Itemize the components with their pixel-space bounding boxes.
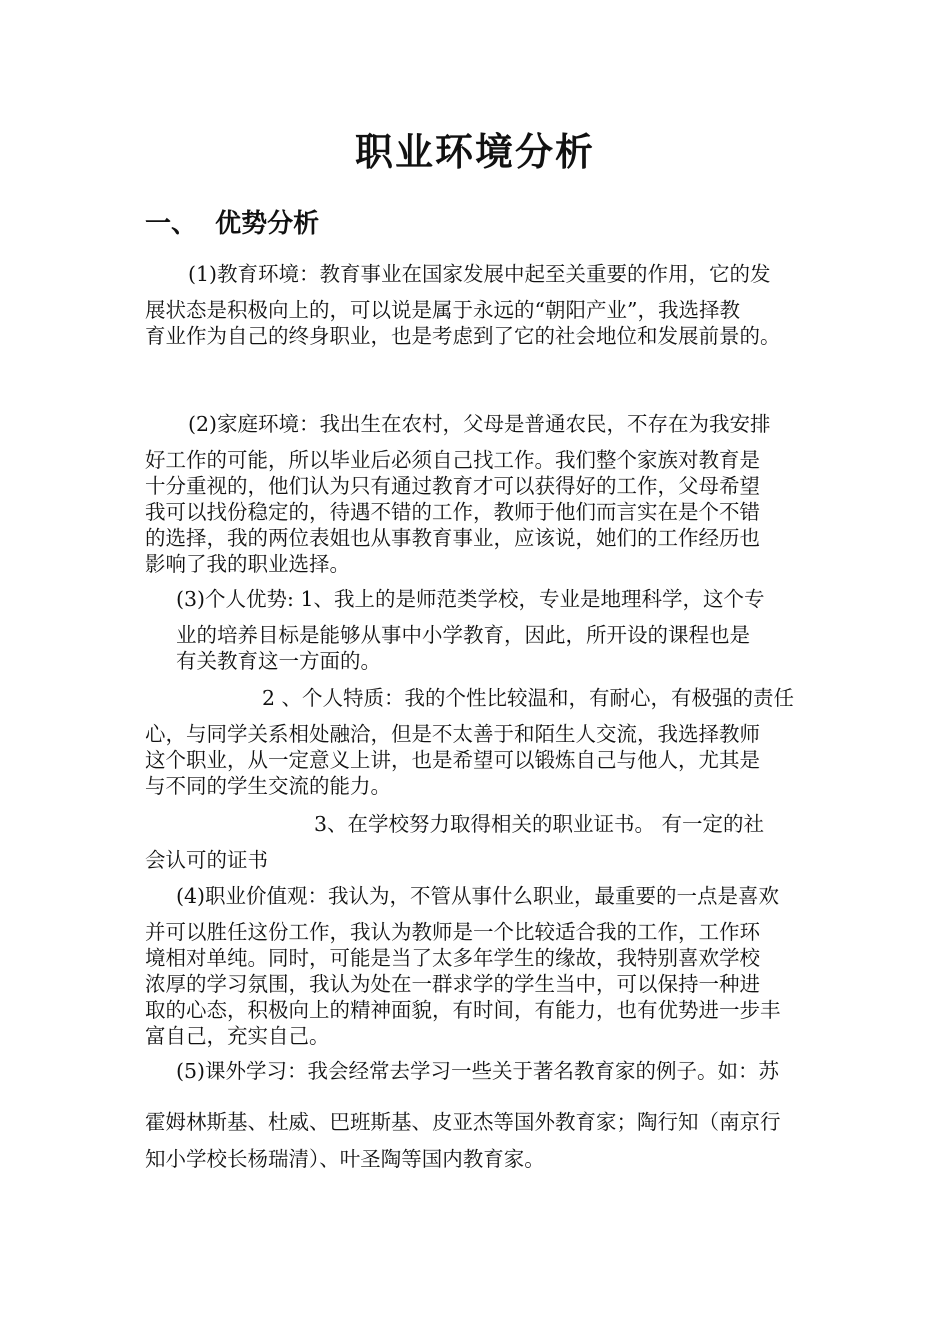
- paragraph-line: (3)个人优势: 1、我上的是师范类学校，专业是地理科学，这个专: [176, 587, 765, 611]
- paragraph-line: 知小学校长杨瑞清）、叶圣陶等国内教育家。: [145, 1147, 545, 1171]
- paragraph-line: 浓厚的学习氛围，我认为处在一群求学的学生当中，可以保持一种进: [145, 972, 760, 996]
- document-title: 职业环境分析: [354, 130, 595, 174]
- paragraph-line: 富自己，充实自己。: [145, 1024, 330, 1048]
- paragraph-line: 影响了我的职业选择。: [145, 552, 350, 576]
- paragraph-line: 心，与同学关系相处融洽，但是不太善于和陌生人交流，我选择教师: [145, 722, 760, 746]
- paragraph-line: (5)课外学习：我会经常去学习一些关于著名教育家的例子。如：苏: [176, 1059, 780, 1083]
- paragraph-line: 业的培养目标是能够从事中小学教育，因此，所开设的课程也是: [176, 623, 750, 647]
- paragraph-line: (4)职业价值观：我认为，不管从事什么职业，最重要的一点是喜欢: [176, 884, 780, 908]
- paragraph-line: 取的心态，积极向上的精神面貌，有时间，有能力，也有优势进一步丰: [145, 998, 781, 1022]
- paragraph-line: 会认可的证书: [145, 848, 268, 872]
- paragraph-line: 育业作为自己的终身职业，也是考虑到了它的社会地位和发展前景的。: [145, 324, 781, 348]
- paragraph-line: 并可以胜任这份工作，我认为教师是一个比较适合我的工作，工作环: [145, 920, 760, 944]
- paragraph-line: 好工作的可能，所以毕业后必须自己找工作。我们整个家族对教育是: [145, 448, 760, 472]
- paragraph-line: (2)家庭环境：我出生在农村，父母是普通农民，不存在为我安排: [188, 412, 771, 436]
- paragraph-line: 十分重视的，他们认为只有通过教育才可以获得好的工作，父母希望: [145, 474, 760, 498]
- paragraph-line: 境相对单纯。同时，可能是当了太多年学生的缘故，我特别喜欢学校: [145, 946, 760, 970]
- paragraph-line: 的选择，我的两位表姐也从事教育事业，应该说，她们的工作经历也: [145, 526, 760, 550]
- section-heading: 一、 优势分析: [145, 209, 320, 239]
- paragraph-line: 有关教育这一方面的。: [176, 649, 381, 673]
- paragraph-line: 霍姆林斯基、杜威、巴班斯基、皮亚杰等国外教育家；陶行知（南京行: [145, 1110, 781, 1134]
- paragraph-line: 与不同的学生交流的能力。: [145, 774, 391, 798]
- paragraph-line: 3、在学校努力取得相关的职业证书。 有一定的社: [314, 812, 765, 836]
- paragraph-line: 我可以找份稳定的，待遇不错的工作，教师于他们而言实在是个不错: [145, 500, 760, 524]
- paragraph-line: 2 、个人特质：我的个性比较温和，有耐心，有极强的责任: [262, 686, 795, 710]
- paragraph-line: 展状态是积极向上的，可以说是属于永远的“朝阳产业”，我选择教: [145, 298, 740, 322]
- paragraph-line: (1)教育环境：教育事业在国家发展中起至关重要的作用，它的发: [188, 262, 771, 286]
- paragraph-line: 这个职业，从一定意义上讲，也是希望可以锻炼自己与他人，尤其是: [145, 748, 760, 772]
